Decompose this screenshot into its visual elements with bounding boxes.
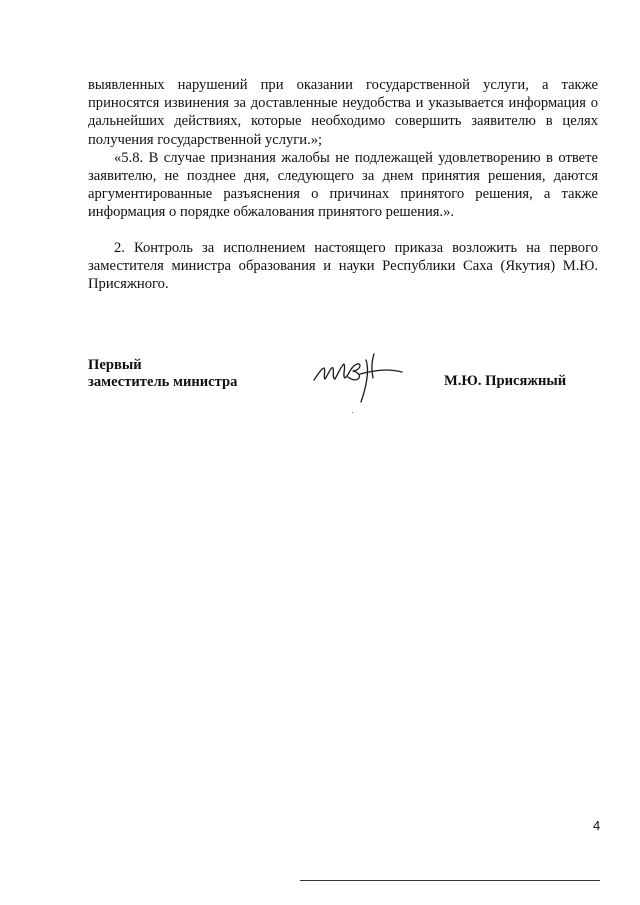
signatory-title-line-2: заместитель министра: [88, 374, 238, 390]
paragraph-continuation: выявленных нарушений при оказании государственной услуги, а также приносятся извинения за доставленные неудобства и указывается информация о дальнейших действиях, которые необходимо совершить заявителю в целях получения государственной услуги.»;: [88, 77, 598, 148]
page-number: 4: [593, 818, 601, 833]
paragraph-clause-5-8: «5.8. В случае признания жалобы не подлежащей удовлетворению в ответе заявителю, не позднее дня, следующего за днем принятия решения, даются аргументированные разъяснения о причинах принятого решения, а также информация о порядке обжалования принятого решения.».: [88, 149, 598, 221]
paragraph-control-order: 2. Контроль за исполнением настоящего приказа возложить на первого заместителя министра образования и науки Республики Саха (Якутия) М.Ю. Присяжного.: [88, 239, 598, 293]
signatory-title-line-1: Первый: [88, 357, 142, 373]
document-body: [88, 76, 598, 293]
scan-border-line: [300, 880, 600, 881]
signatory-title: [88, 357, 237, 391]
scan-artifact: [352, 412, 353, 413]
signatory-name: М.Ю. Присяжный: [444, 373, 567, 389]
handwritten-signature: [308, 348, 408, 406]
